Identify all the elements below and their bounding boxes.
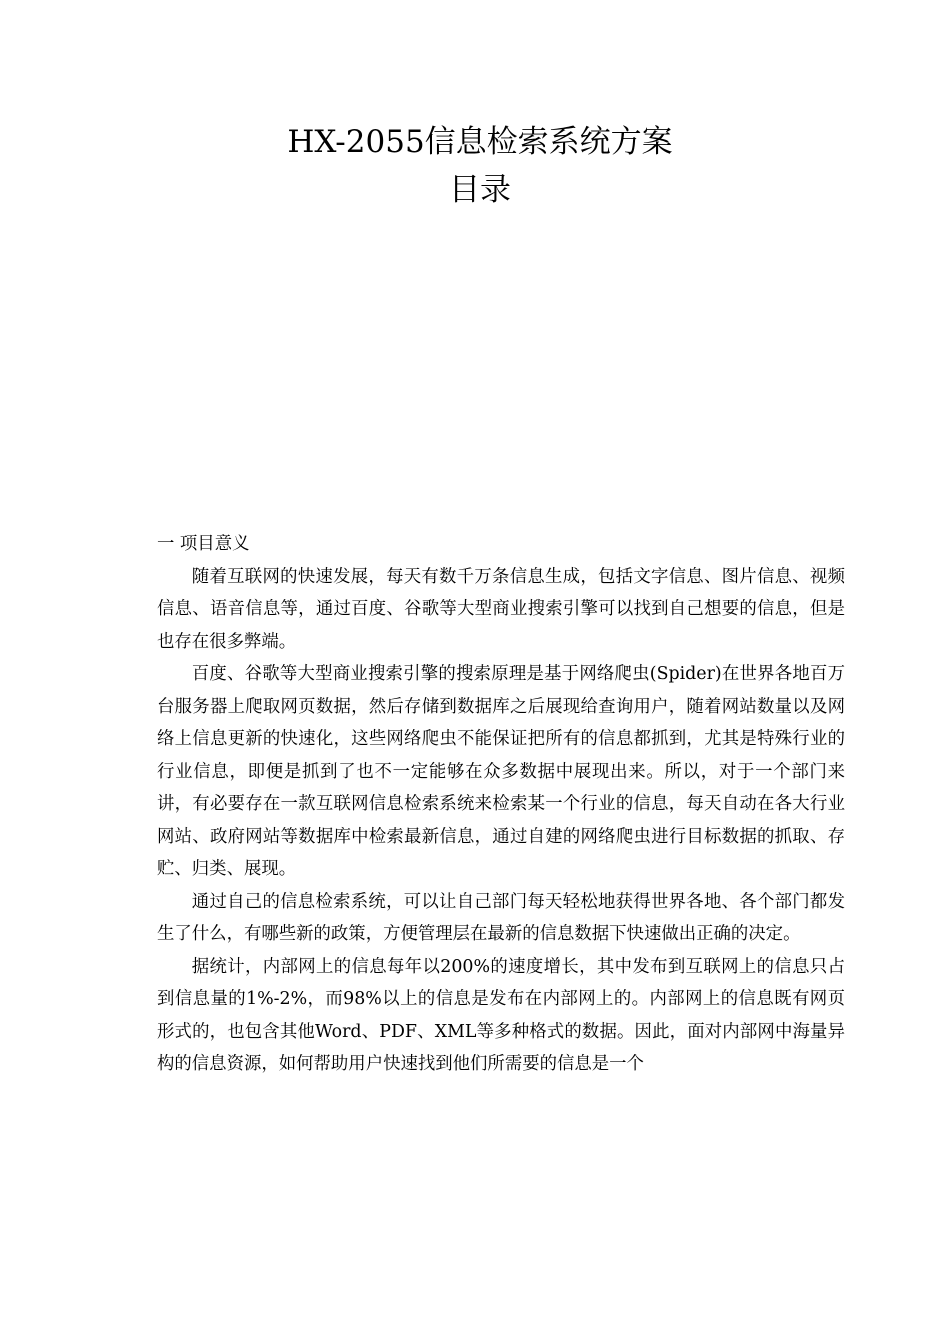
paragraph: 百度、谷歌等大型商业搜索引擎的搜索原理是基于网络爬虫(Spider)在世界各地百万台服务器上爬取网页数据，然后存储到数据库之后展现给查询用户，随着网站数量以及网络上信息更新的快速化，这些网络爬虫不能保证把所有的信息都抓到，尤其是特殊行业的行业信息，即便是抓到了也不一定能够在众多数据中展现出来。所以，对于一个部门来讲，有必要存在一款互联网信息检索系统来检索某一个行业的信息，每天自动在各大行业网站、政府网站等数据库中检索最新信息，通过自建的网络爬虫进行目标数据的抓取、存贮、归类、展现。 [157,664,845,879]
document-body [157,528,845,1081]
document-title: HX-2055信息检索系统方案 [287,124,673,160]
title-block [0,118,950,214]
paragraph: 随着互联网的快速发展，每天有数千万条信息生成，包括文字信息、图片信息、视频信息、语音信息等，通过百度、谷歌等大型商业搜索引擎可以找到自己想要的信息，但是也存在很多弊端。 [157,566,845,652]
paragraph: 据统计，内部网上的信息每年以200%的速度增长，其中发布到互联网上的信息只占到信息量的1%-2%，而98%以上的信息是发布在内部网上的。内部网上的信息既有网页形式的，也包含其他Word、PDF、XML等多种格式的数据。因此，面对内部网中海量异构的信息资源，如何帮助用户快速找到他们所需要的信息是一个 [157,956,845,1074]
paragraph: 通过自己的信息检索系统，可以让自己部门每天轻松地获得世界各地、各个部门都发生了什么，有哪些新的政策，方便管理层在最新的信息数据下快速做出正确的决定。 [157,891,845,944]
section-heading: 一 项目意义 [157,534,250,554]
document-subtitle: 目录 [449,172,511,208]
